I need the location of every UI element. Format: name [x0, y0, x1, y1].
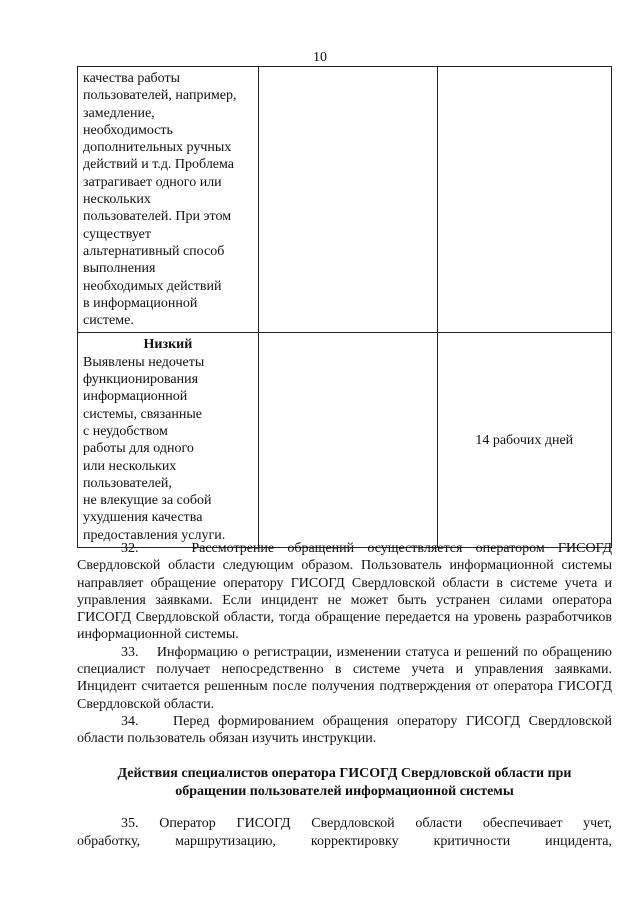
paragraph-word: 35.: [121, 816, 139, 831]
cell-text-line: дополнительных ручных: [83, 140, 232, 156]
cell-text-line: нескольких: [83, 192, 151, 208]
paragraph-word: корректировку: [310, 833, 399, 849]
section-heading-line1: Действия специалистов оператора ГИСОГД Свердловской области при: [117, 766, 572, 781]
cell-text-line: пользователей, например,: [83, 88, 237, 104]
section-heading-line2: обращении пользователей информационной системы: [175, 784, 514, 799]
table-cell-deadline: 14 рабочих дней: [437, 333, 611, 548]
paragraph-word: Свердловской: [311, 816, 395, 831]
cell-text-line: замедление,: [83, 105, 155, 121]
cell-text-line: в информационной: [83, 295, 198, 311]
paragraph-35-line1: [77, 815, 612, 833]
paragraph-word: маршрутизацию,: [175, 833, 276, 849]
cell-text-line: или нескольких: [83, 458, 177, 474]
table-row: [78, 67, 612, 333]
paragraph-35-line2: [77, 833, 612, 851]
paragraph-35: [77, 815, 612, 850]
table-cell-empty: [437, 67, 611, 333]
table-cell-description: [78, 67, 259, 333]
cell-text-line: необходимость: [83, 122, 173, 138]
cell-text-line: пользователей. При этом: [83, 209, 232, 225]
cell-text-line: ухудшения качества: [83, 510, 203, 526]
priority-level-low: Низкий: [143, 337, 193, 353]
cell-text-line: системы, связанные: [83, 406, 202, 422]
cell-text-line: затрагивает одного или: [83, 174, 222, 190]
cell-text-line: Выявлены недочеты: [83, 354, 205, 370]
table-row: [78, 333, 612, 548]
cell-text-line: предоставления услуги.: [83, 527, 226, 543]
cell-text-line: с неудобством: [83, 423, 168, 439]
cell-text-line: информационной: [83, 389, 188, 405]
paragraph-32: 32. Рассмотрение обращений осуществляется оператором ГИСОГД Свердловской области следующим образом. Пользователь информационной системы направляет обращение оператору ГИСОГД Свердловской области в системе учета и управления заявками. Если инцидент не может быть устранен силами оператора ГИСОГД Свердловской области, тогда обращение передается на уровень разработчиков информационной системы.: [77, 541, 612, 643]
cell-text-line: необходимых действий: [83, 278, 222, 294]
paragraph-word: критичности: [433, 833, 511, 849]
section-heading: [77, 765, 612, 801]
cell-text-line: выполнения: [83, 261, 156, 277]
criticality-table: [77, 66, 612, 548]
paragraph-word: ГИСОГД: [236, 816, 291, 831]
cell-text-line: действий и т.д. Проблема: [83, 157, 234, 173]
cell-text-line: пользователей,: [83, 475, 172, 491]
paragraph-word: учет,: [583, 816, 612, 831]
cell-text-line: не влекущие за собой: [83, 493, 212, 509]
table-cell-empty: [258, 67, 437, 333]
body-paragraphs: [77, 540, 612, 748]
paragraph-word: инцидента,: [545, 833, 612, 849]
cell-text-line: качества работы: [83, 71, 180, 86]
paragraph-word: обеспечивает: [482, 816, 563, 831]
page-number: 10: [313, 50, 327, 65]
cell-text-line: существует: [83, 226, 151, 242]
cell-text-line: функционирования: [83, 372, 199, 388]
paragraph-34: 34. Перед формированием обращения оператору ГИСОГД Свердловской области пользователь обязан изучить инструкции.: [77, 713, 612, 747]
cell-text-line: системе.: [83, 313, 134, 329]
paragraph-word: обработку,: [77, 833, 141, 849]
cell-text-line: альтернативный способ: [83, 243, 225, 259]
paragraph-word: области: [415, 816, 463, 831]
table-cell-empty: [258, 333, 437, 548]
table-cell-description: [78, 333, 259, 548]
paragraph-33: 33. Информацию о регистрации, изменении статуса и решений по обращению специалист получает непосредственно в системе учета и управления заявками. Инцидент считается решенным после получения подтверждения от оператора ГИСОГД Свердловской области.: [77, 644, 612, 712]
cell-text-line: работы для одного: [83, 441, 194, 457]
paragraph-word: Оператор: [159, 816, 216, 831]
